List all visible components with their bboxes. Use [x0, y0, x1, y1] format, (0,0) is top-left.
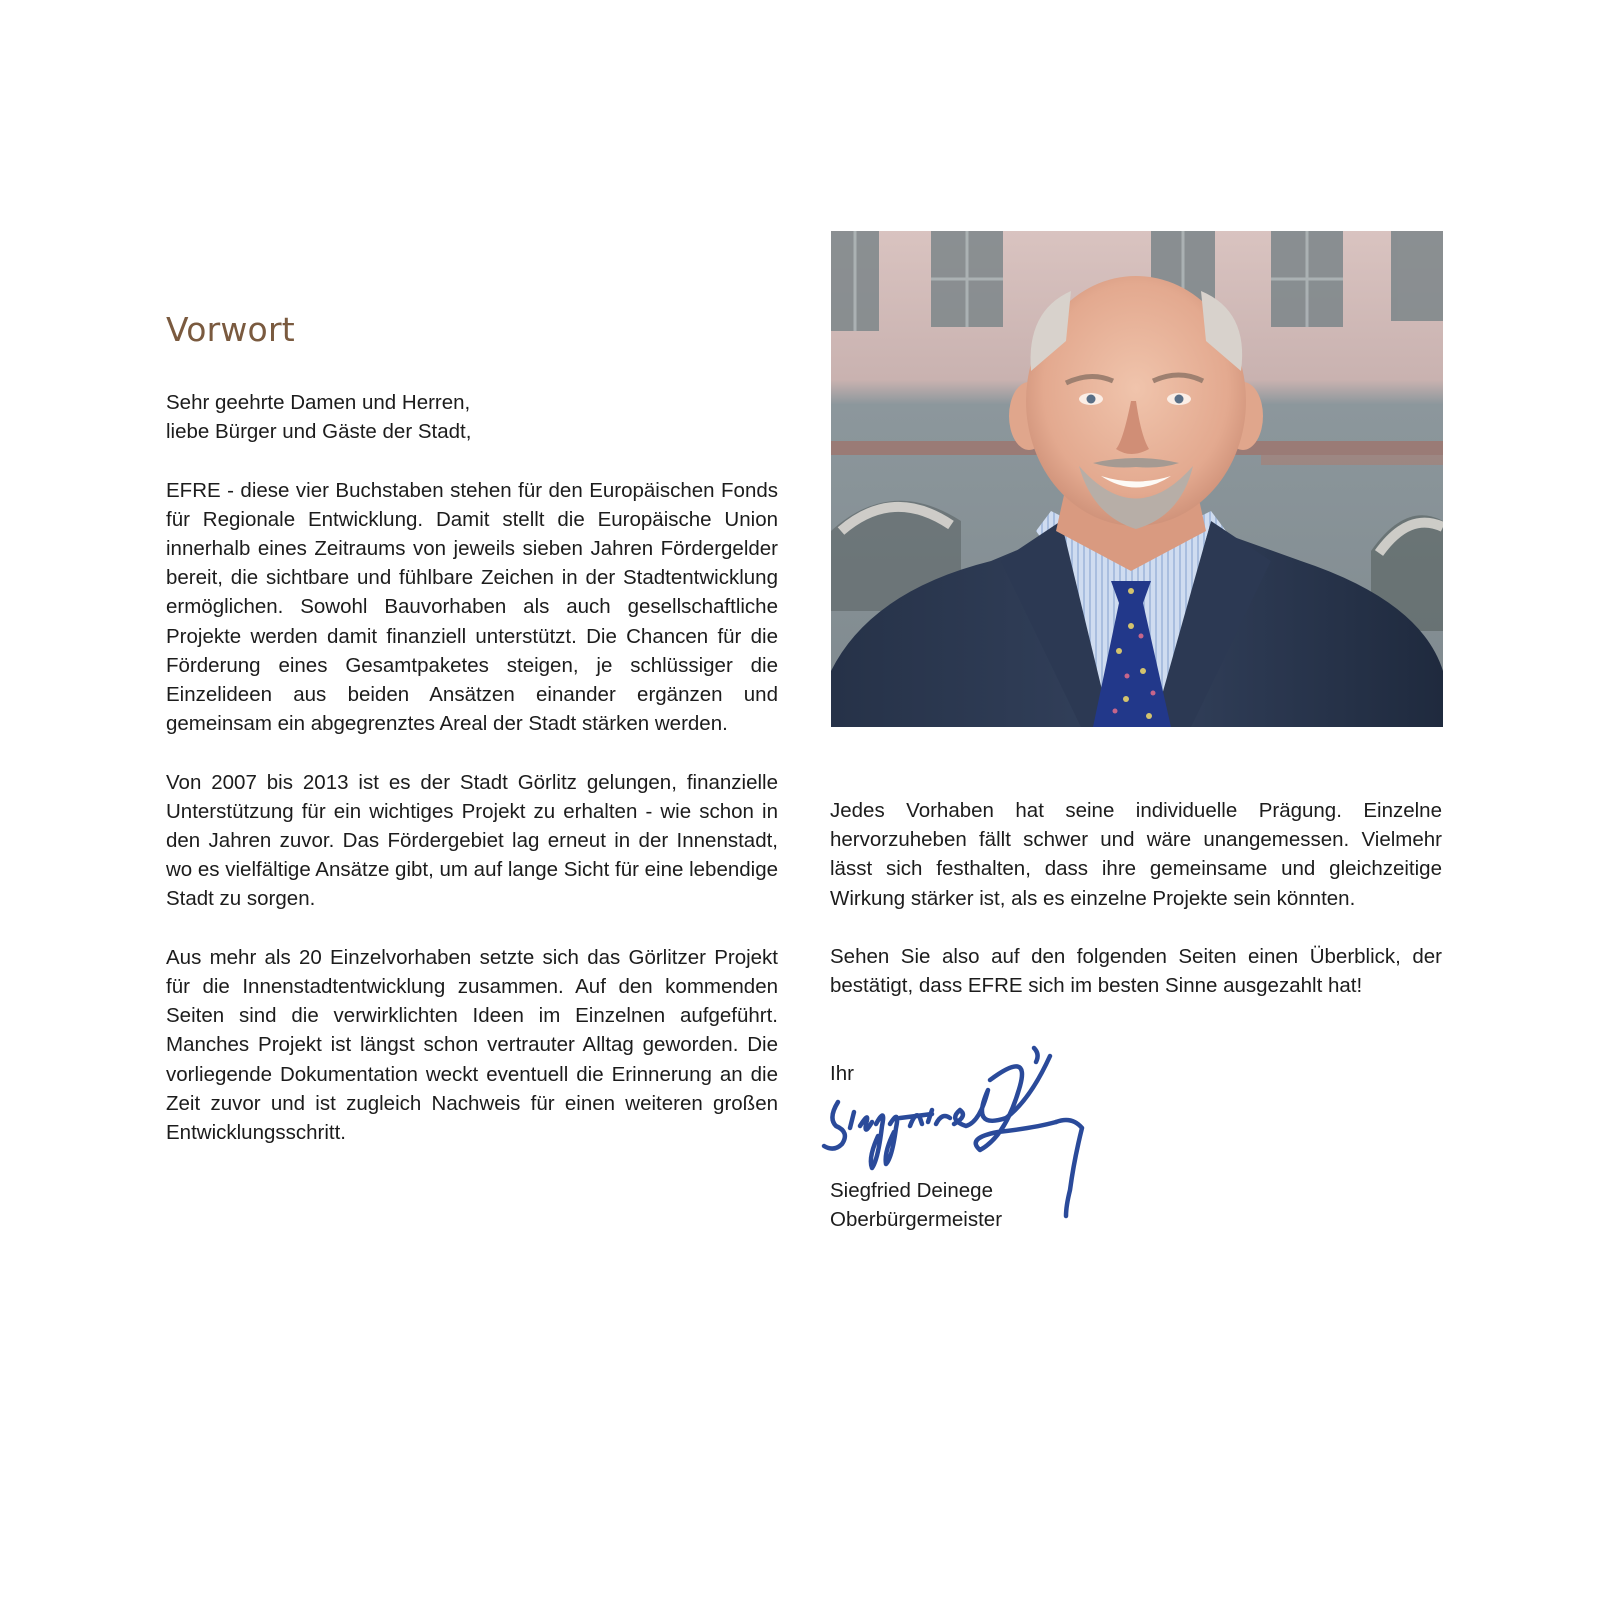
signer-title: Oberbürgermeister: [830, 1208, 1003, 1232]
greeting-line-2: liebe Bürger und Gäste der Stadt,: [166, 420, 472, 444]
closing-word: Ihr: [830, 1062, 854, 1085]
signer-block: [830, 1176, 1002, 1234]
right-column: [830, 796, 1442, 1030]
greeting-line-1: Sehr geehrte Damen und Herren,: [166, 391, 471, 414]
signer-name: Siegfried Deinege: [830, 1179, 993, 1202]
paragraph-einzelvorhaben: Aus mehr als 20 Einzelvorhaben setzte sich das Görlitzer Projekt für die Innenstadtentwicklung zusammen. Auf den kommenden Seiten sind die verwirklichten Ideen im Einzelnen aufgeführt. Manches Projekt ist längst schon vertrauter Alltag geworden. Die vorliegende Dokumentation weckt eventuell die Erinnerung an die Zeit zuvor und ist zugleich Nachweis für einen weiteren großen Entwicklungsschritt.: [166, 945, 778, 1145]
paragraph-ueberblick: Sehen Sie also auf den folgenden Seiten einen Überblick, der bestätigt, dass EFRE sich im besten Sinne ausgezahlt hat!: [830, 945, 1442, 998]
paragraph-efre: EFRE - diese vier Buchstaben stehen für den Europäischen Fonds für Regionale Entwicklung. Damit stellt die Europäische Union innerhalb eines Zeitraums von jeweils sieben Jahren Fördergelder bereit, die sichtbare und fühlbare Zeichen in der Stadtentwicklung ermöglichen. Sowohl Bauvorhaben als auch gesellschaftliche Projekte werden damit finanziell unterstützt. Die Chancen für die Förderung eines Gesamtpaketes steigen, je schlüssiger die Einzelideen aus beiden Ansätzen einander ergänzen und gemeinsam ein abgegrenztes Areal der Stadt stärken werden.: [166, 478, 778, 736]
page-title: Vorwort: [166, 310, 295, 349]
portrait-photo: [831, 231, 1443, 727]
paragraph-goerlitz: Von 2007 bis 2013 ist es der Stadt Görlitz gelungen, finanzielle Unterstützung für ein wichtiges Projekt zu erhalten - wie schon in den Jahren zuvor. Das Fördergebiet lag erneut in der Innenstadt, wo es vielfältige Ansätze gibt, um auf lange Sicht für eine lebendige Stadt zu sorgen.: [166, 770, 778, 911]
greeting: [166, 388, 778, 446]
left-column: [166, 388, 778, 1176]
paragraph-vorhaben: Jedes Vorhaben hat seine individuelle Prägung. Einzelne hervorzuheben fällt schwer und wäre unangemessen. Vielmehr lässt sich festhalten, dass ihre gemeinsame und gleichzeitige Wirkung stärker ist, als es einzelne Projekte sein könnten.: [830, 799, 1442, 910]
